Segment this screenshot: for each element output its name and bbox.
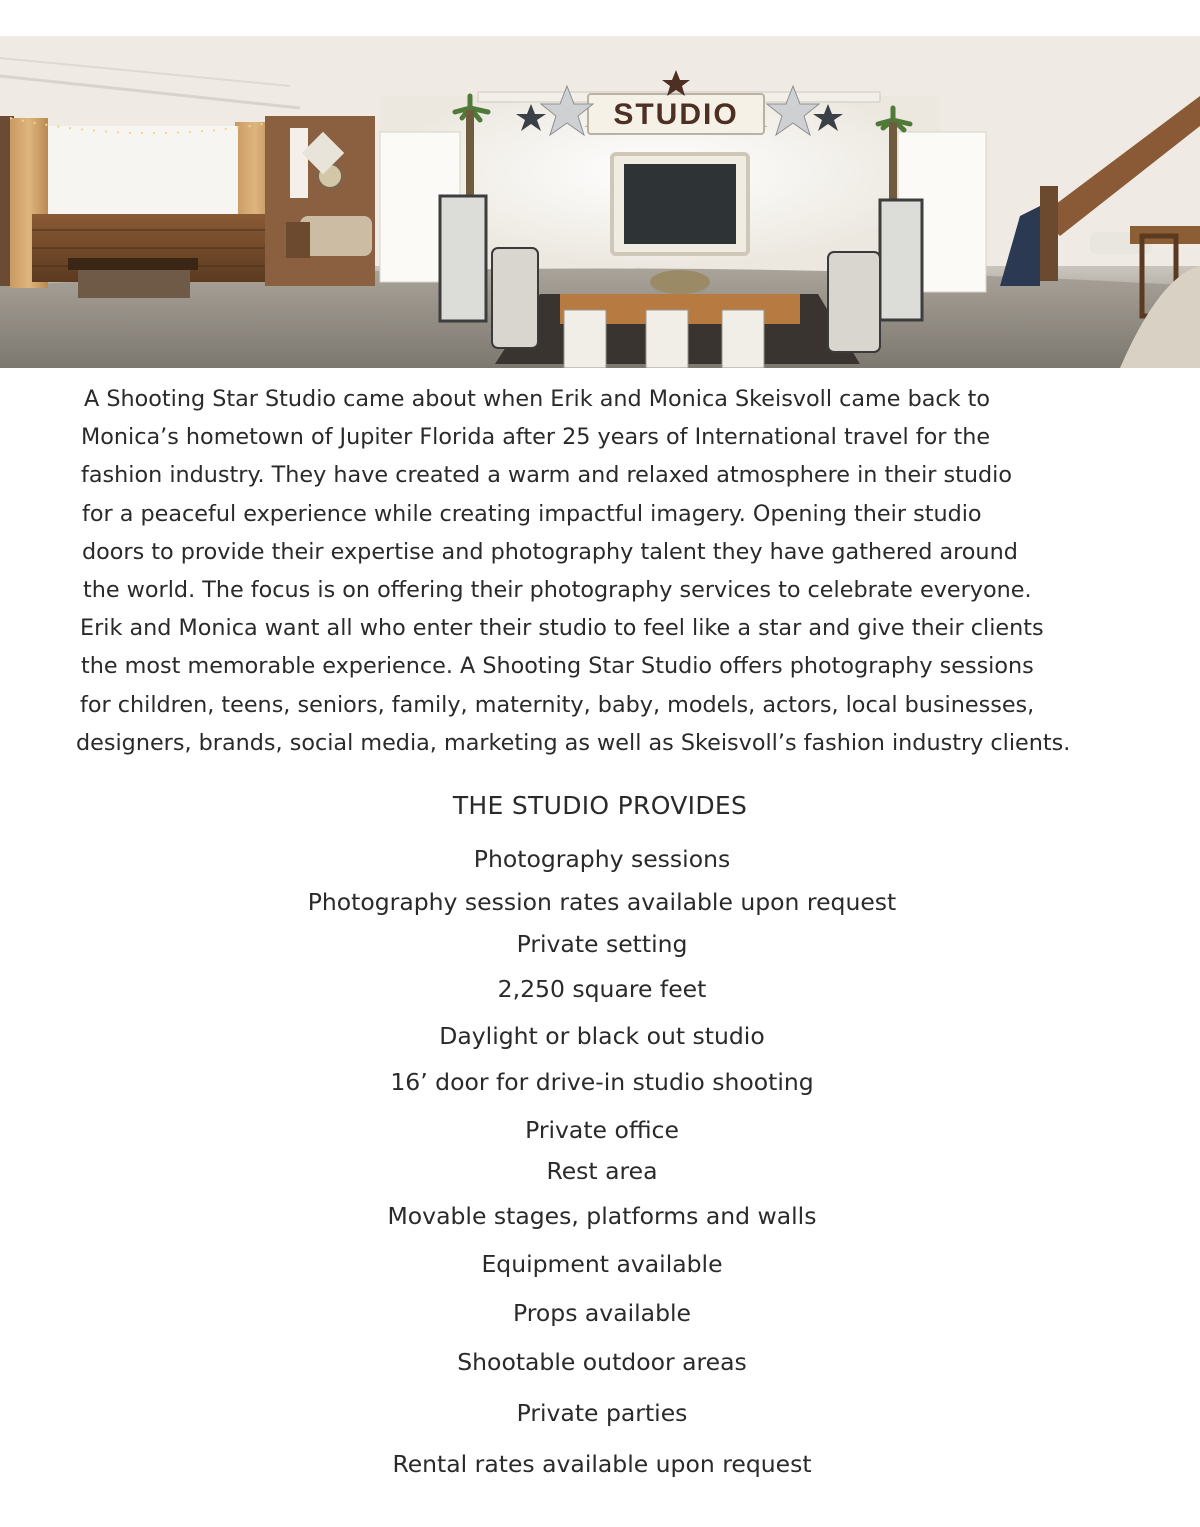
provides-item-rental-rates: Rental rates available upon request: [392, 1450, 812, 1478]
intro-line-8: the most memorable experience. A Shooting Star Studio offers photography sessions: [81, 653, 1034, 680]
intro-line-2: Monica’s hometown of Jupiter Florida after 25 years of International travel for the: [81, 424, 991, 451]
studio-sign-text: STUDIO: [613, 98, 739, 131]
provides-item-drive-in-door: 16’ door for drive-in studio shooting: [390, 1068, 814, 1096]
intro-line-7: Erik and Monica want all who enter their studio to feel like a star and give their clients: [80, 615, 1044, 642]
intro-line-5: doors to provide their expertise and photography talent they have gathered around: [82, 538, 1018, 565]
provides-item-session-rates: Photography session rates available upon request: [307, 888, 897, 916]
intro-line-6: the world. The focus is on offering their photography services to celebrate everyone.: [83, 577, 1032, 604]
provides-item-square-feet: 2,250 square feet: [497, 975, 707, 1003]
intro-line-9: for children, teens, seniors, family, maternity, baby, models, actors, local businesses,: [80, 691, 1035, 718]
intro-line-10: designers, brands, social media, marketing as well as Skeisvoll’s fashion industry clients.: [76, 729, 1071, 756]
intro-paragraph: [76, 380, 1186, 762]
studio-provides-heading: THE STUDIO PROVIDES: [452, 791, 748, 820]
intro-line-4: for a peaceful experience while creating impactful imagery. Opening their studio: [82, 500, 982, 527]
intro-line-3: fashion industry. They have created a warm and relaxed atmosphere in their studio: [81, 462, 1013, 489]
provides-item-private-setting: Private setting: [516, 930, 688, 958]
provides-item-daylight-blackout: Daylight or black out studio: [439, 1022, 765, 1050]
provides-item-photography-sessions: Photography sessions: [473, 845, 731, 873]
provides-item-movable-stages: Movable stages, platforms and walls: [387, 1202, 817, 1230]
provides-item-private-office: Private office: [525, 1116, 679, 1144]
provides-item-equipment: Equipment available: [481, 1250, 723, 1278]
provides-item-props: Props available: [513, 1299, 691, 1327]
provides-item-rest-area: Rest area: [546, 1157, 658, 1185]
studio-panorama-photo: [0, 36, 1200, 368]
provides-item-private-parties: Private parties: [516, 1399, 688, 1427]
intro-line-1: A Shooting Star Studio came about when Erik and Monica Skeisvoll came back to: [84, 386, 991, 412]
provides-item-outdoor-areas: Shootable outdoor areas: [457, 1348, 747, 1376]
